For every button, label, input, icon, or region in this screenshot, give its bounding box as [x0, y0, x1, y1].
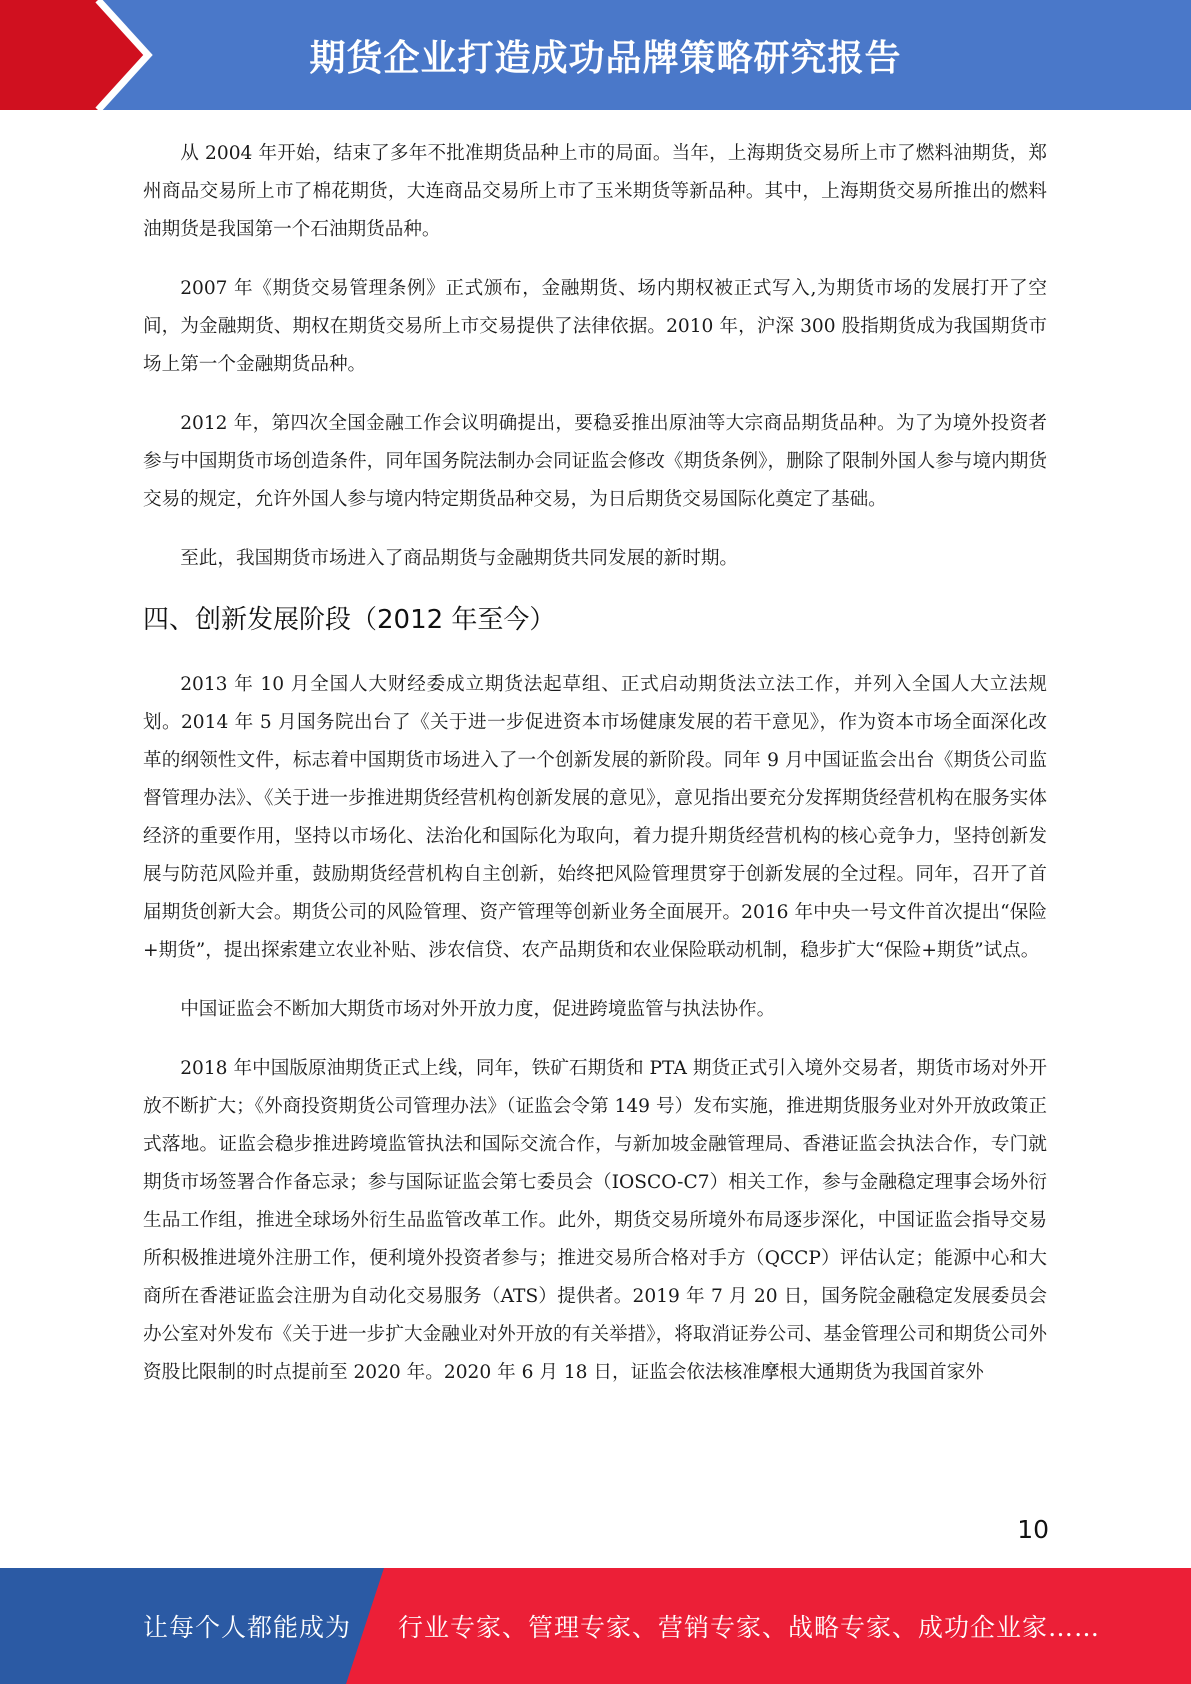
paragraph: 2013 年 10 月全国人大财经委成立期货法起草组、正式启动期货法立法工作，并列入全国人大立法规划。2014 年 5 月国务院出台了《关于进一步促进资本市场健康发展的若干意见》，作为资本市场全面深化改革的纲领性文件，标志着中国期货市场进入了一个创新发展的新阶段。同年 9 月中国证监会出台《期货公司监督管理办法》、《关于进一步推进期货经营机构创新发展的意见》，意见指出要充分发挥期货经营机构在服务实体经济的重要作用，坚持以市场化、法治化和国际化为取向，着力提升期货经营机构的核心竞争力，坚持创新发展与防范风险并重，鼓励期货经营机构自主创新，始终把风险管理贯穿于创新发展的全过程。同年，召开了首届期货创新大会。期货公司的风险管理、资产管理等创新业务全面展开。2016 年中央一号文件首次提出“保险+期货”，提出探索建立农业补贴、涉农信贷、农产品期货和农业保险联动机制，稳步扩大“保险+期货”试点。: [143, 674, 1047, 961]
document-title: 期货企业打造成功品牌策略研究报告: [309, 37, 902, 79]
report-body: [143, 135, 1047, 1392]
paragraph: 2007 年《期货交易管理条例》正式颁布，金融期货、场内期权被正式写入,为期货市场的发展打开了空间，为金融期货、期权在期货交易所上市交易提供了法律依据。2010 年，沪深 300 股指期货成为我国期货市场上第一个金融期货品种。: [143, 278, 1047, 375]
page-number: 10: [1017, 1515, 1049, 1544]
paragraph: 至此，我国期货市场进入了商品期货与金融期货共同发展的新时期。: [180, 548, 739, 569]
page-header: [0, 0, 1191, 110]
paragraph: 2018 年中国版原油期货正式上线，同年，铁矿石期货和 PTA 期货正式引入境外交易者，期货市场对外开放不断扩大；《外商投资期货公司管理办法》（证监会令第 149 号）发布实施，推进期货服务业对外开放政策正式落地。证监会稳步推进跨境监管执法和国际交流合作，与新加坡金融管理局、香港证监会执法合作，专门就期货市场签署合作备忘录；参与国际证监会第七委员会（IOSCO-C7）相关工作，参与金融稳定理事会场外衍生品工作组，推进全球场外衍生品监管改革工作。此外，期货交易所境外布局逐步深化，中国证监会指导交易所积极推进境外注册工作，便利境外投资者参与；推进交易所合格对手方（QCCP）评估认定；能源中心和大商所在香港证监会注册为自动化交易服务（ATS）提供者。2019 年 7 月 20 日，国务院金融稳定发展委员会办公室对外发布《关于进一步扩大金融业对外开放的有关举措》，将取消证券公司、基金管理公司和期货公司外资股比限制的时点提前至 2020 年。2020 年 6 月 18 日，证监会依法核准摩根大通期货为我国首家外: [143, 1058, 1047, 1383]
footer-slogan-lead: 让每个人都能成为: [143, 1613, 352, 1642]
paragraph: 中国证监会不断加大期货市场对外开放力度，促进跨境监管与执法协作。: [180, 999, 776, 1020]
footer-slogan-roles: 行业专家、管理专家、营销专家、战略专家、成功企业家……: [398, 1613, 1101, 1642]
paragraph: 从 2004 年开始，结束了多年不批准期货品种上市的局面。当年，上海期货交易所上市了燃料油期货，郑州商品交易所上市了棉花期货，大连商品交易所上市了玉米期货等新品种。其中，上海期货交易所推出的燃料油期货是我国第一个石油期货品种。: [143, 143, 1047, 240]
section-heading: 四、创新发展阶段（2012 年至今）: [143, 605, 556, 635]
page-footer: [0, 1568, 1191, 1684]
paragraph: 2012 年，第四次全国金融工作会议明确提出，要稳妥推出原油等大宗商品期货品种。为了为境外投资者参与中国期货市场创造条件，同年国务院法制办会同证监会修改《期货条例》，删除了限制外国人参与境内期货交易的规定，允许外国人参与境内特定期货品种交易，为日后期货交易国际化奠定了基础。: [143, 413, 1047, 510]
